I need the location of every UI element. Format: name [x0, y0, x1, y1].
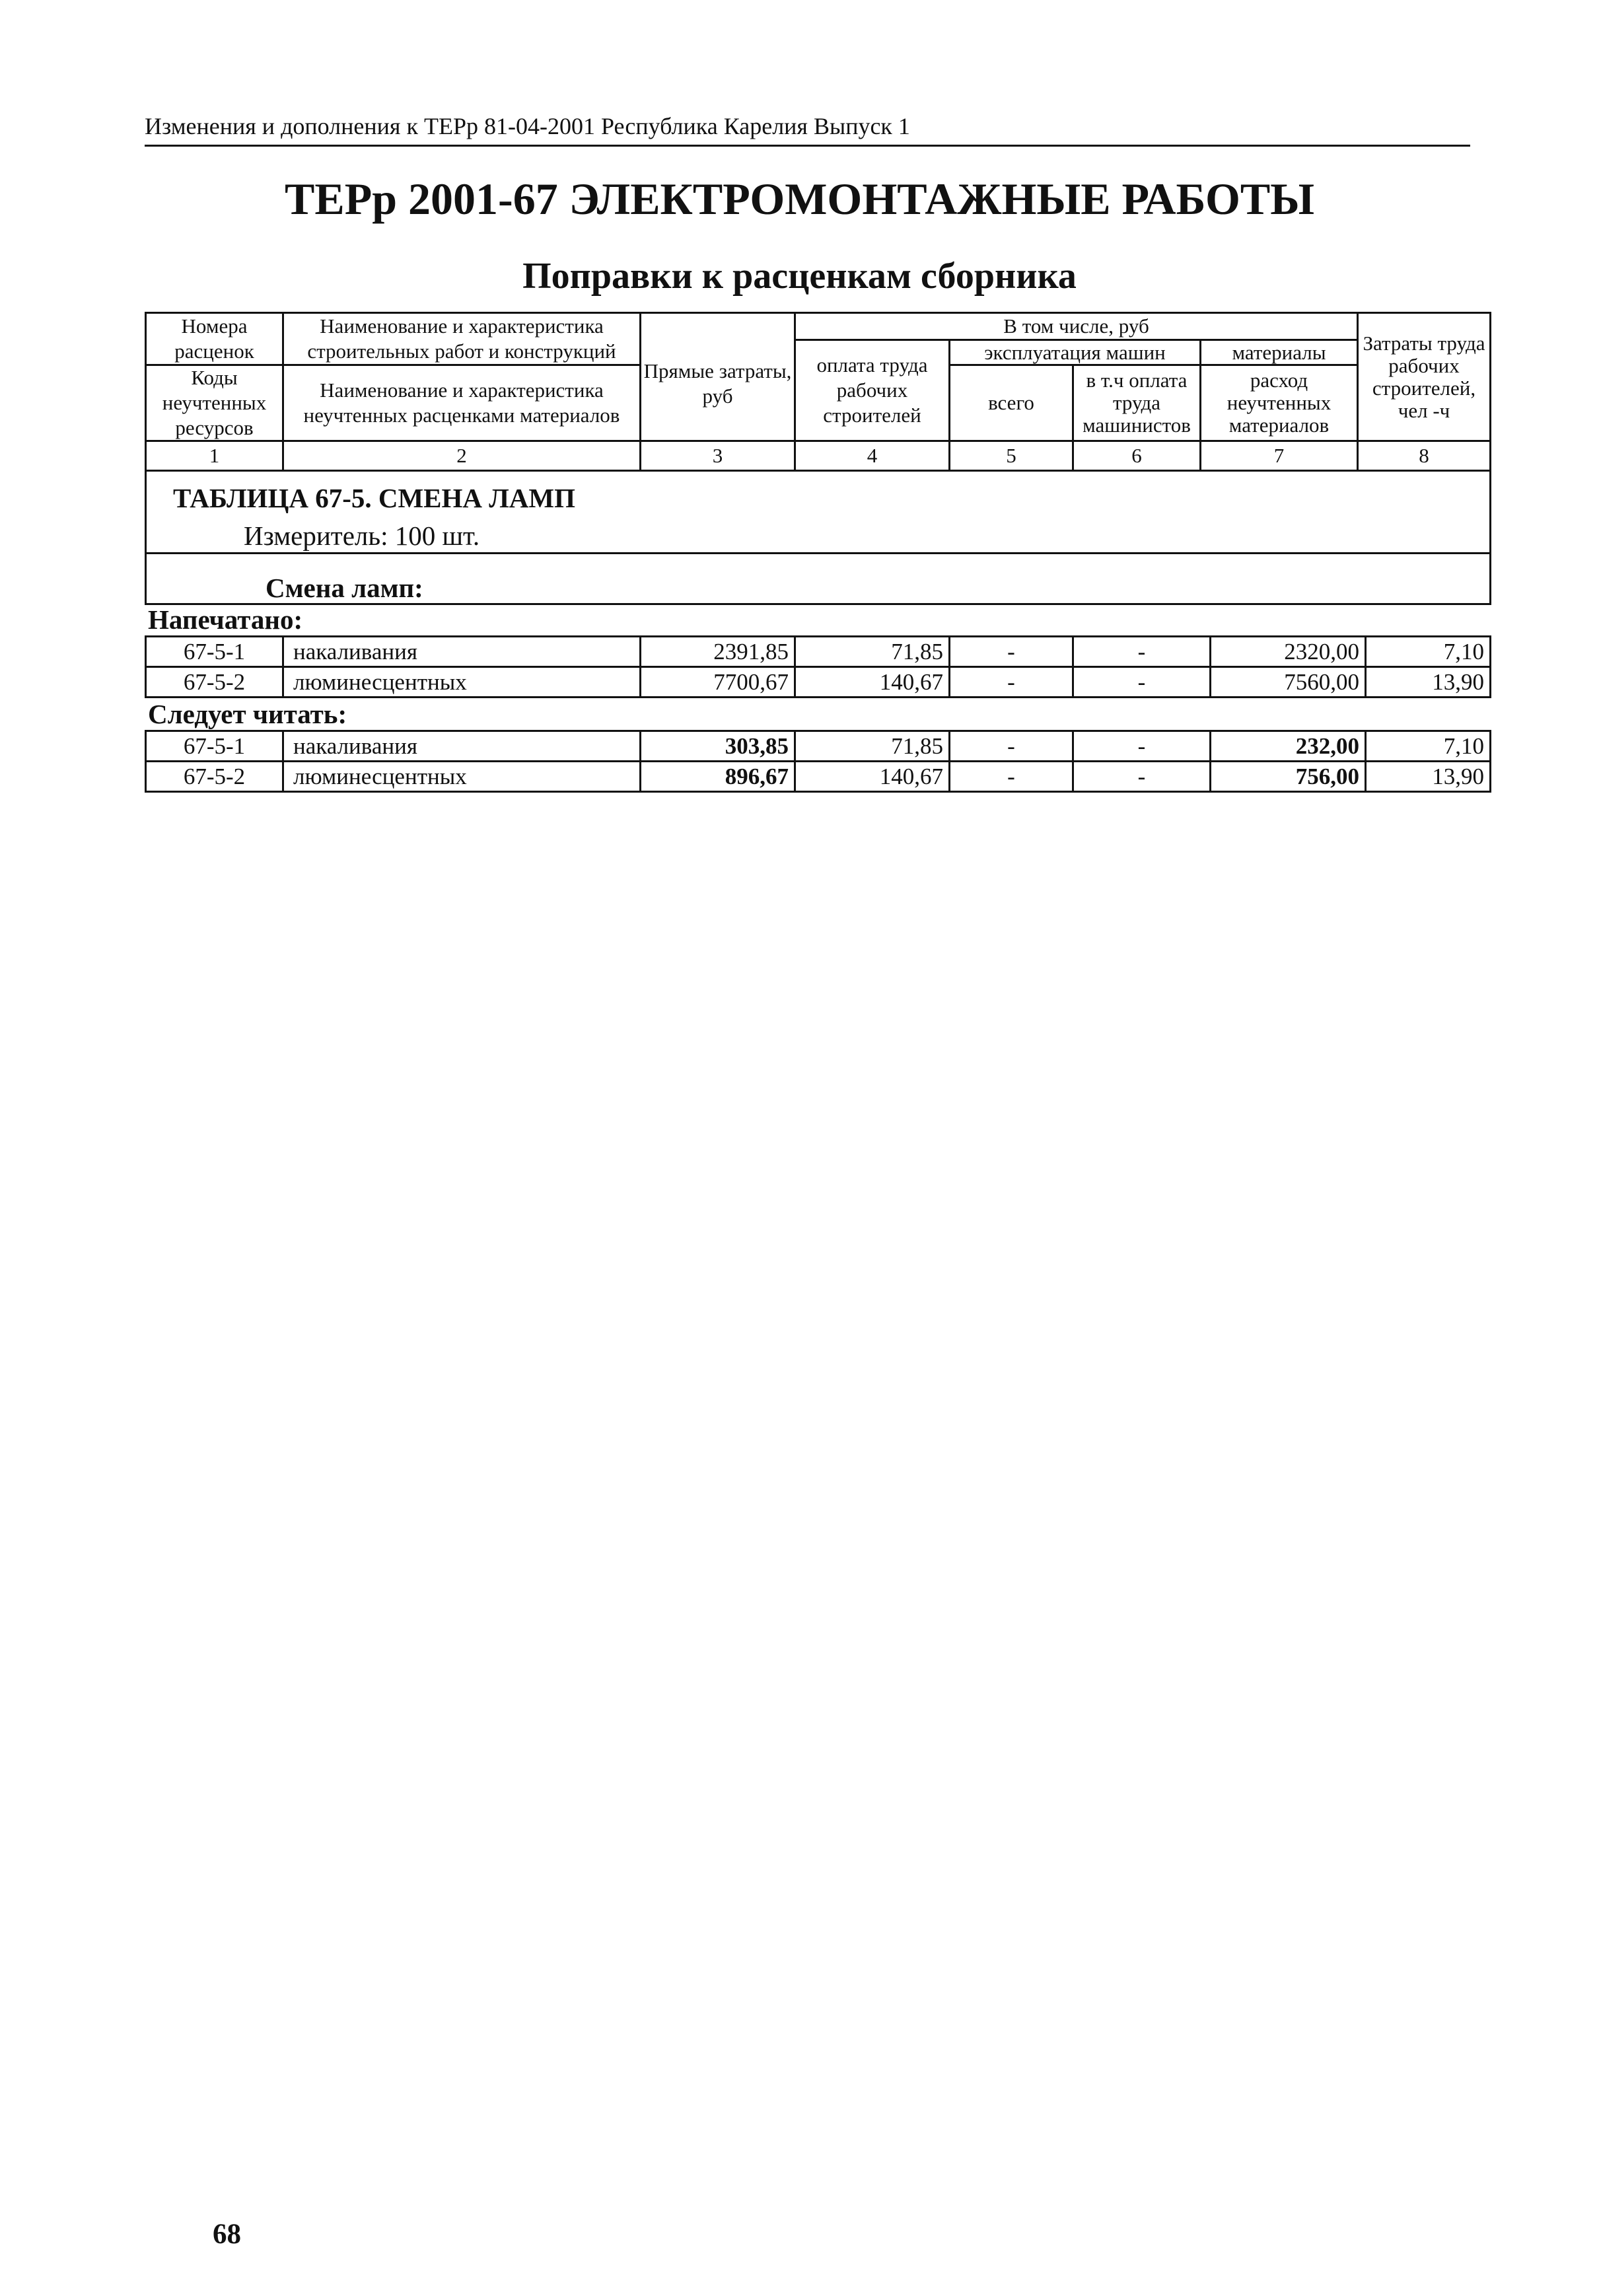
cell-code: 67-5-1 [145, 730, 284, 762]
corrected-label: Следует читать: [148, 699, 347, 729]
cell-materials: 756,00 [1209, 760, 1367, 793]
cell-labor: 71,85 [794, 635, 950, 668]
cell-code: 67-5-2 [145, 666, 284, 698]
table-heading: ТАБЛИЦА 67-5. СМЕНА ЛАМП [173, 483, 575, 513]
header-worker-pay: оплата труда рабочих строителей [794, 339, 950, 442]
cell-materials: 2320,00 [1209, 635, 1367, 668]
header-machine-operation: эксплуатация машин [948, 339, 1201, 366]
cell-machinist-pay: - [1072, 730, 1211, 762]
cell-labor: 71,85 [794, 730, 950, 762]
cell-machinist-pay: - [1072, 666, 1211, 698]
header-materials: материалы [1199, 339, 1359, 366]
cell-labor-hours: 13,90 [1365, 666, 1491, 698]
cell-machinist-pay: - [1072, 635, 1211, 668]
column-number: 1 [145, 440, 284, 472]
cell-machines-total: - [948, 635, 1074, 668]
cell-direct: 7700,67 [639, 666, 796, 698]
document-subtitle: Поправки к расценкам сборника [522, 256, 1077, 297]
cell-materials: 232,00 [1209, 730, 1367, 762]
cell-labor: 140,67 [794, 666, 950, 698]
cell-name: накаливания [282, 730, 641, 762]
column-number: 5 [948, 440, 1074, 472]
cell-labor-hours: 13,90 [1365, 760, 1491, 793]
header-resource-codes: Коды неучтенных ресурсов [145, 364, 284, 442]
cell-materials: 7560,00 [1209, 666, 1367, 698]
table-unit: Измеритель: 100 шт. [244, 520, 480, 551]
column-number: 4 [794, 440, 950, 472]
header-rate-numbers: Номера расценок [145, 312, 284, 366]
header-machinist-pay: в т.ч оплата труда машинистов [1072, 364, 1201, 442]
cell-machinist-pay: - [1072, 760, 1211, 793]
header-direct-costs: Прямые затраты, руб [639, 312, 796, 442]
page-number: 68 [213, 2219, 241, 2250]
column-number: 7 [1199, 440, 1359, 472]
document-title: ТЕРр 2001-67 ЭЛЕКТРОМОНТАЖНЫЕ РАБОТЫ [284, 174, 1315, 224]
cell-labor: 140,67 [794, 760, 950, 793]
cell-machines-total: - [948, 666, 1074, 698]
header-works-name: Наименование и характеристика строительных работ и конструкций [282, 312, 641, 366]
header-unaccounted-materials: расход неучтенных материалов [1199, 364, 1359, 442]
header-materials-name: Наименование и характеристика неучтенных расценками материалов [282, 364, 641, 442]
column-number: 6 [1072, 440, 1201, 472]
cell-name: люминесцентных [282, 666, 641, 698]
section-box [145, 552, 1491, 605]
column-number: 2 [282, 440, 641, 472]
table-heading-box [145, 470, 1491, 554]
header-including: В том числе, руб [794, 312, 1359, 341]
cell-direct: 896,67 [639, 760, 796, 793]
header-machines-total: всего [948, 364, 1074, 442]
cell-name: люминесцентных [282, 760, 641, 793]
cell-name: накаливания [282, 635, 641, 668]
cell-machines-total: - [948, 760, 1074, 793]
cell-code: 67-5-2 [145, 760, 284, 793]
printed-label: Напечатано: [148, 604, 303, 635]
cell-labor-hours: 7,10 [1365, 635, 1491, 668]
cell-machines-total: - [948, 730, 1074, 762]
running-header: Изменения и дополнения к ТЕРр 81-04-2001 Республика Карелия Выпуск 1 [145, 113, 910, 139]
column-number: 3 [639, 440, 796, 472]
cell-direct: 303,85 [639, 730, 796, 762]
cell-code: 67-5-1 [145, 635, 284, 668]
cell-direct: 2391,85 [639, 635, 796, 668]
column-number: 8 [1357, 440, 1491, 472]
section-heading: Смена ламп: [266, 573, 423, 603]
header-rule [145, 145, 1470, 147]
cell-labor-hours: 7,10 [1365, 730, 1491, 762]
header-labor-costs: Затраты труда рабочих строителей, чел -ч [1357, 312, 1491, 442]
